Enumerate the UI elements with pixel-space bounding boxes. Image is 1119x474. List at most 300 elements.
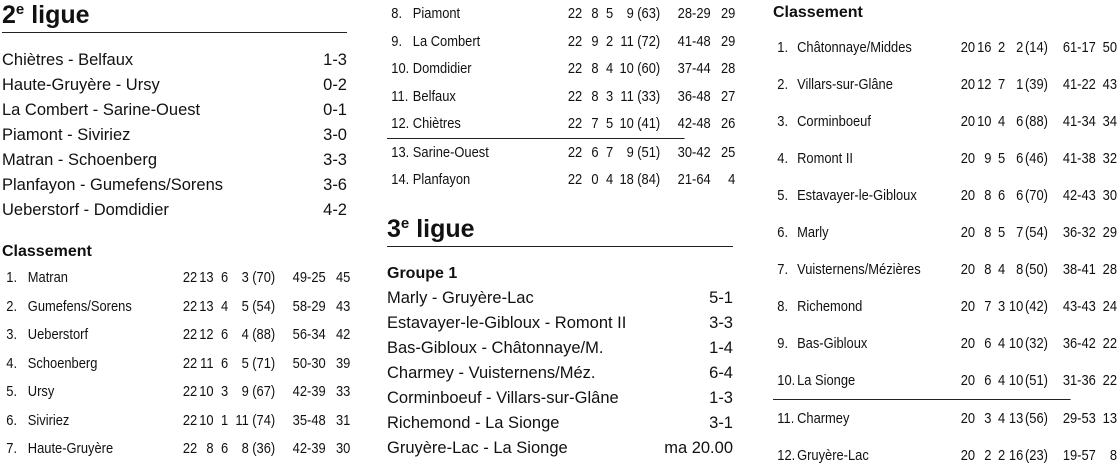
standings-row [773,103,1117,140]
cell-team: Ueberstorf [27,326,89,343]
cell-pts: 30 [335,440,351,457]
cell-l: 11 [235,411,249,429]
result-row [387,286,733,311]
cell-d: 7 [606,143,614,161]
standings-row [2,293,351,322]
cell-w: 11 [200,354,214,372]
cell-pen: (50) [1024,261,1048,278]
cell-pts: 32 [1102,150,1117,167]
cell-pts: 43 [1102,76,1117,93]
cell-team: Matran [27,269,68,286]
standings-table [773,29,1119,474]
standings-row [387,139,736,167]
cell-team: Ursy [27,383,55,400]
cell-pts: 29 [1102,224,1117,241]
cell-pl: 20 [960,261,976,278]
standings-row [2,264,351,293]
cell-rank: 12. [391,115,410,132]
cell-pts: 39 [335,354,351,372]
standings-row [2,321,351,350]
cell-pen: (72) [637,32,661,50]
cell-pen: (70) [1024,187,1048,204]
group-title: Groupe 1 [387,264,458,282]
cell-rank: 6. [6,411,18,429]
cell-pl: 20 [960,372,976,389]
standings-row [2,350,351,379]
result-row [2,123,347,148]
score: 3-3 [323,151,347,169]
cell-pts: 28 [720,60,736,77]
cell-goals: 56-34 [292,326,326,343]
cell-pts: 29 [720,5,736,22]
cell-rank: 11. [391,87,409,105]
cell-rank: 8. [777,298,789,315]
cell-rank: 1. [6,269,18,286]
cell-rank: 12. [777,447,796,464]
result-row [387,361,733,386]
cell-pts: 30 [1102,187,1117,204]
score: 0-2 [323,76,347,94]
cell-team: Domdidier [412,60,472,77]
standings-row [2,435,351,464]
cell-l: 10 [1008,335,1024,352]
cell-rank: 9. [777,335,789,352]
match: Charmey - Vuisternens/Méz. [387,363,596,382]
cell-pts: 42 [335,326,351,343]
cell-l: 9 [626,143,634,161]
standings-row [387,28,736,56]
cell-pts: 34 [1102,113,1117,130]
title-number: 3 [387,214,401,243]
cell-pts: 8 [1109,447,1117,464]
cell-d: 4 [998,372,1006,389]
cell-l: 10 [1008,372,1024,389]
cell-pen: (54) [1024,224,1048,241]
cell-goals: 42-43 [1062,187,1096,204]
cell-rank: 10. [777,372,796,389]
cell-l: 6 [1016,150,1024,167]
cell-pl: 20 [960,150,976,167]
cell-l: 16 [1008,447,1024,464]
result-row [387,411,733,436]
cell-team: Richemond [797,298,863,315]
score: 5-1 [709,288,733,307]
section-title-2e-ligue [2,0,347,33]
standings-row [773,400,1117,437]
cell-l: 18 [619,171,634,188]
score: 3-6 [323,176,347,194]
cell-l: 6 [1016,113,1024,130]
standings-row [773,214,1117,251]
cell-pen: (60) [637,60,661,77]
title-text: ligue [24,1,90,29]
standings-row [2,378,351,407]
cell-rank: 1. [777,39,789,56]
result-row [387,436,733,461]
cell-goals: 31-36 [1062,372,1096,389]
standings-row [387,55,736,83]
cell-l: 2 [1016,39,1024,56]
standings-row [773,29,1117,66]
score: 6-4 [709,363,733,382]
cell-pl: 20 [960,224,976,241]
cell-team: La Sionge [797,372,856,389]
match: Piamont - Siviriez [2,126,131,144]
score: 1-3 [323,51,347,69]
cell-goals: 36-42 [1062,335,1096,352]
cell-l: 8 [1016,261,1024,278]
cell-pts: 31 [335,411,351,429]
cell-w: 10 [199,411,214,429]
cell-d: 7 [998,76,1006,93]
cell-d: 6 [221,354,229,372]
cell-w: 3 [984,410,992,427]
cell-w: 8 [591,87,599,105]
cell-d: 4 [606,60,614,77]
match: Corminboeuf - Villars-sur-Glâne [387,388,619,407]
cell-rank: 11. [777,410,795,427]
cell-w: 10 [199,383,214,400]
result-row [2,148,347,173]
cell-pl: 22 [567,87,583,105]
title-number: 2 [2,1,16,29]
cell-pl: 22 [567,60,583,77]
cell-rank: 2. [6,297,18,315]
cell-d: 3 [221,383,229,400]
score: 4-2 [323,201,347,219]
cell-l: 1 [1016,76,1024,93]
cell-pts: 27 [720,87,736,105]
cell-pl: 22 [567,171,583,188]
cell-d: 2 [998,39,1006,56]
cell-l: 10 [619,60,634,77]
cell-w: 8 [984,187,992,204]
cell-goals: 37-44 [677,60,711,77]
cell-l: 10 [1008,298,1024,315]
score: ma 20.00 [664,438,733,457]
cell-pts: 28 [1102,261,1117,278]
match: Haute-Gruyère - Ursy [2,76,160,94]
cell-d: 4 [606,171,614,188]
cell-pl: 20 [960,113,976,130]
cell-pts: 43 [335,297,351,315]
title-sup: e [400,214,410,232]
cell-goals: 28-29 [677,5,711,22]
cell-pen: (67) [252,383,276,400]
cell-w: 10 [977,113,992,130]
cell-team: Corminboeuf [797,113,871,130]
cell-team: Charmey [797,410,850,427]
cell-pts: 4 [728,171,736,188]
cell-rank: 4. [777,150,789,167]
cell-pen: (36) [252,440,276,457]
cell-d: 4 [998,410,1006,427]
cell-pts: 25 [720,143,736,161]
cell-pl: 20 [960,410,976,427]
cell-rank: 3. [6,326,18,343]
result-row [387,386,733,411]
cell-goals: 30-42 [677,143,711,161]
cell-w: 8 [206,440,214,457]
cell-d: 6 [998,187,1006,204]
cell-w: 13 [199,297,214,315]
cell-pts: 45 [335,269,351,286]
cell-pl: 22 [182,326,198,343]
cell-d: 2 [606,32,614,50]
cell-pen: (51) [637,143,661,161]
cell-rank: 10. [391,60,410,77]
cell-l: 7 [1016,224,1024,241]
standings-row [773,288,1117,325]
cell-goals: 19-57 [1062,447,1096,464]
cell-d: 3 [998,298,1006,315]
match: Chiètres - Belfaux [2,51,134,69]
score: 1-3 [709,388,733,407]
cell-goals: 42-48 [677,115,711,132]
title-text: ligue [409,214,475,243]
cell-pen: (54) [252,297,276,315]
cell-team: Romont II [797,150,854,167]
match: Matran - Schoenberg [2,151,158,169]
match: Ueberstorf - Domdidier [2,201,169,219]
cell-team: Estavayer-le-Gibloux [797,187,917,204]
cell-goals: 41-38 [1062,150,1096,167]
cell-w: 13 [199,269,214,286]
cell-w: 12 [199,326,214,343]
result-row [387,311,733,336]
standings-row [387,0,736,28]
result-row [2,48,347,73]
cell-d: 4 [221,297,229,315]
result-row [2,98,347,123]
cell-pts: 26 [720,115,736,132]
cell-goals: 58-29 [292,297,326,315]
standings-row [387,83,736,111]
cell-pl: 20 [960,447,976,464]
cell-w: 7 [984,298,992,315]
score: 3-0 [323,126,347,144]
cell-team: Gruyère-Lac [797,447,869,464]
cell-d: 2 [998,447,1006,464]
cell-rank: 13. [391,143,410,161]
cell-pl: 22 [567,143,583,161]
standings-row [773,325,1117,362]
cell-l: 5 [241,354,249,372]
match: Gruyère-Lac - La Sionge [387,438,568,457]
cell-l: 4 [241,326,249,343]
cell-team: Planfayon [412,171,471,188]
match: Richemond - La Sionge [387,413,560,432]
cell-rank: 14. [391,171,410,188]
cell-goals: 38-41 [1062,261,1096,278]
cell-goals: 21-64 [677,171,711,188]
column-3e-ligue-classement [773,0,1119,474]
cell-goals: 29-53 [1062,410,1096,427]
cell-pts: 50 [1102,39,1117,56]
cell-l: 11 [620,32,634,50]
cell-team: Belfaux [412,87,456,105]
score: 3-3 [709,313,733,332]
cell-team: Châtonnaye/Middes [797,39,912,56]
cell-rank: 7. [777,261,789,278]
standings-title: Classement [773,4,863,21]
standings-row [387,110,736,139]
cell-pen: (33) [637,87,661,105]
cell-goals: 61-17 [1062,39,1096,56]
cell-pen: (32) [1024,335,1048,352]
cell-goals: 36-48 [677,87,711,105]
cell-pl: 22 [567,32,583,50]
cell-goals: 50-30 [292,354,326,372]
result-row [387,336,733,361]
cell-pts: 22 [1102,335,1117,352]
cell-team: Vuisternens/Mézières [797,261,921,278]
cell-w: 8 [591,5,599,22]
cell-l: 6 [1016,187,1024,204]
cell-pts: 33 [335,383,351,400]
cell-d: 5 [998,224,1006,241]
cell-d: 6 [221,269,229,286]
cell-pl: 20 [960,76,976,93]
match: Marly - Gruyère-Lac [387,288,534,307]
cell-pen: (84) [637,171,661,188]
match: Planfayon - Gumefens/Sorens [2,176,224,194]
cell-goals: 41-48 [677,32,711,50]
cell-l: 9 [626,5,634,22]
cell-goals: 36-32 [1062,224,1096,241]
cell-team: Marly [797,224,829,241]
cell-rank: 9. [391,32,403,50]
match: La Combert - Sarine-Ouest [2,101,201,119]
cell-pen: (88) [1024,113,1048,130]
cell-goals: 49-25 [292,269,326,286]
cell-pen: (63) [637,5,661,22]
cell-pen: (74) [252,411,276,429]
result-row [2,73,347,98]
cell-d: 5 [606,115,614,132]
cell-l: 11 [620,87,634,105]
cell-d: 6 [221,440,229,457]
cell-d: 4 [998,335,1006,352]
cell-pl: 22 [182,269,198,286]
cell-goals: 41-22 [1062,76,1096,93]
cell-pl: 22 [182,297,198,315]
cell-l: 3 [241,269,249,286]
cell-rank: 2. [777,76,789,93]
cell-rank: 7. [6,440,18,457]
cell-team: Villars-sur-Glâne [797,76,893,93]
cell-rank: 4. [6,354,18,372]
results-list [387,286,733,461]
standings-row [773,362,1117,400]
cell-pl: 22 [182,354,198,372]
cell-pl: 22 [182,411,198,429]
cell-team: Gumefens/Sorens [27,297,132,315]
cell-pl: 22 [567,5,583,22]
match: Bas-Gibloux - Châtonnaye/M. [387,338,604,357]
cell-team: Bas-Gibloux [797,335,868,352]
cell-w: 6 [984,372,992,389]
cell-team: Chiètres [412,115,461,132]
standings-row [773,177,1117,214]
cell-team: Schoenberg [27,354,98,372]
cell-l: 8 [241,440,249,457]
cell-w: 8 [591,60,599,77]
cell-pl: 22 [567,115,583,132]
column-3e-ligue [387,0,736,461]
standings-title: Classement [2,243,92,260]
cell-l: 13 [1008,410,1024,427]
cell-w: 6 [984,335,992,352]
cell-team: Haute-Gruyère [27,440,114,457]
cell-d: 6 [221,326,229,343]
cell-pen: (51) [1024,372,1048,389]
cell-d: 3 [606,87,614,105]
standings-row [773,437,1117,474]
cell-d: 4 [998,113,1006,130]
standings-row [2,407,351,436]
match: Estavayer-le-Gibloux - Romont II [387,313,627,332]
cell-d: 5 [998,150,1006,167]
cell-rank: 8. [391,5,403,22]
cell-goals: 43-43 [1062,298,1096,315]
cell-pen: (14) [1024,39,1048,56]
cell-pen: (70) [252,269,276,286]
cell-team: Sarine-Ouest [412,143,489,161]
cell-pen: (88) [252,326,276,343]
cell-l: 9 [241,383,249,400]
standings-row [773,140,1117,177]
cell-w: 8 [984,261,992,278]
cell-l: 5 [241,297,249,315]
cell-w: 16 [977,39,992,56]
cell-w: 2 [984,447,992,464]
cell-rank: 5. [6,383,18,400]
cell-team: Piamont [412,5,461,22]
cell-d: 4 [998,261,1006,278]
score: 1-4 [709,338,733,357]
cell-pl: 20 [960,298,976,315]
standings-row [773,66,1117,103]
cell-pen: (41) [637,115,661,132]
cell-pl: 20 [960,335,976,352]
cell-rank: 6. [777,224,789,241]
cell-goals: 35-48 [292,411,326,429]
score: 0-1 [323,101,347,119]
cell-l: 10 [619,115,634,132]
cell-w: 8 [984,224,992,241]
cell-rank: 5. [777,187,789,204]
cell-pts: 24 [1102,298,1117,315]
standings-row [773,251,1117,288]
column-2e-ligue [2,0,351,464]
cell-goals: 42-39 [292,440,326,457]
cell-w: 6 [591,143,599,161]
cell-goals: 42-39 [292,383,326,400]
cell-pl: 20 [960,187,976,204]
cell-w: 9 [984,150,992,167]
result-row [2,173,347,198]
cell-pts: 22 [1102,372,1117,389]
cell-pen: (56) [1024,410,1048,427]
cell-pl: 22 [182,440,198,457]
cell-pl: 22 [182,383,198,400]
cell-team: Siviriez [27,411,70,429]
result-row [2,198,347,223]
cell-goals: 41-34 [1062,113,1096,130]
cell-pen: (46) [1024,150,1048,167]
cell-w: 7 [591,115,599,132]
